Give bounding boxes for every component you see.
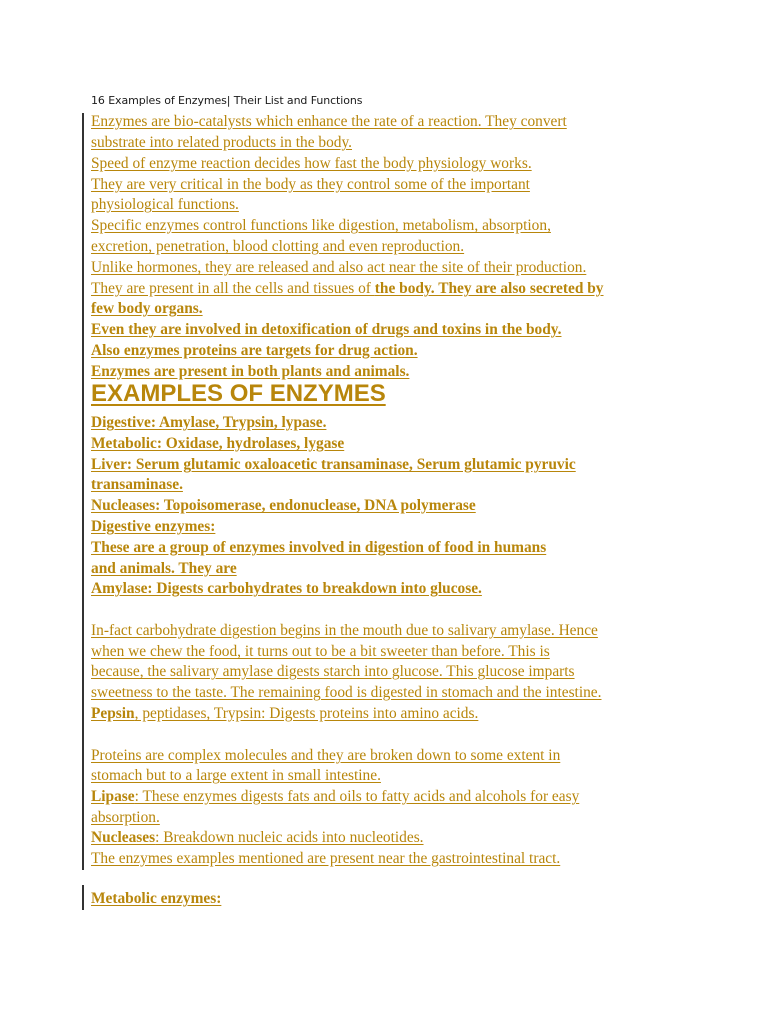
example-line[interactable] xyxy=(91,476,183,494)
nucleases-description: : Breakdown nucleic acids into nucleotides. xyxy=(155,829,424,846)
lipase-term: Lipase xyxy=(91,788,135,805)
tract-line[interactable]: The enzymes examples mentioned are present near the gastrointestinal tract. xyxy=(91,850,561,867)
examples-heading[interactable]: EXAMPLES OF ENZYMES xyxy=(91,380,386,407)
intro-line-bold: the body. They are also secreted by xyxy=(374,280,604,297)
example-text: Digestive enzymes: xyxy=(91,518,216,535)
intro-line[interactable]: Speed of enzyme reaction decides how fast the body physiology works. xyxy=(91,155,532,172)
intro-line-bold: Also enzymes proteins are targets for drug action. xyxy=(91,342,418,359)
protein-paragraph-line[interactable]: Proteins are complex molecules and they are broken down to some extent in xyxy=(91,747,561,764)
intro-line[interactable]: They are very critical in the body as they control some of the important xyxy=(91,176,530,193)
margin-change-bar xyxy=(82,113,84,870)
metabolic-enzymes-heading[interactable] xyxy=(91,890,221,908)
intro-line-bold: Even they are involved in detoxification of drugs and toxins in the body. xyxy=(91,321,562,338)
pepsin-description: , peptidases, Trypsin: Digests proteins into amino acids. xyxy=(134,705,479,722)
lipase-description: : These enzymes digests fats and oils to fatty acids and alcohols for easy xyxy=(134,788,580,805)
example-text: Liver: Serum glutamic oxaloacetic transaminase, Serum glutamic pyruvic xyxy=(91,456,576,473)
example-text: Digestive: Amylase, Trypsin, lypase. xyxy=(91,414,327,431)
intro-line[interactable] xyxy=(91,280,604,298)
example-text: These are a group of enzymes involved in digestion of food in humans xyxy=(91,539,547,556)
intro-line-bold: Enzymes are present in both plants and animals. xyxy=(91,363,410,380)
intro-line[interactable]: physiological functions. xyxy=(91,196,239,213)
document-title: 16 Examples of Enzymes| Their List and Functions xyxy=(91,94,363,107)
intro-line[interactable]: Enzymes are bio-catalysts which enhance the rate of a reaction. They convert xyxy=(91,113,567,130)
intro-line[interactable]: excretion, penetration, blood clotting and even reproduction. xyxy=(91,238,465,255)
example-line[interactable] xyxy=(91,497,476,515)
example-text: and animals. They are xyxy=(91,560,237,577)
margin-change-bar xyxy=(82,885,84,910)
nucleases-line[interactable] xyxy=(91,829,424,847)
example-text: Metabolic: Oxidase, hydrolases, lygase xyxy=(91,435,345,452)
pepsin-term: Pepsin xyxy=(91,705,135,722)
carb-paragraph-line[interactable]: sweetness to the taste. The remaining food is digested in stomach and the intestine. xyxy=(91,684,602,701)
example-text: Nucleases: Topoisomerase, endonuclease, DNA polymerase xyxy=(91,497,476,514)
example-line[interactable] xyxy=(91,414,326,432)
intro-line[interactable]: substrate into related products in the body. xyxy=(91,134,353,151)
metabolic-enzymes-text: Metabolic enzymes: xyxy=(91,890,222,907)
example-text: transaminase. xyxy=(91,476,183,493)
example-text: Amylase: Digests carbohydrates to breakdown into glucose. xyxy=(91,580,482,597)
protein-paragraph-line[interactable]: stomach but to a large extent in small intestine. xyxy=(91,767,381,784)
example-line[interactable] xyxy=(91,560,237,578)
carb-paragraph-line[interactable]: when we chew the food, it turns out to be a bit sweeter than before. This is xyxy=(91,643,550,660)
intro-line[interactable] xyxy=(91,342,418,360)
intro-line[interactable] xyxy=(91,300,203,318)
lipase-continuation[interactable]: absorption. xyxy=(91,809,160,826)
example-line[interactable] xyxy=(91,456,576,474)
example-line[interactable] xyxy=(91,539,546,557)
carb-paragraph-line[interactable]: because, the salivary amylase digests starch into glucose. This glucose imparts xyxy=(91,663,575,680)
intro-line[interactable] xyxy=(91,363,409,381)
pepsin-line[interactable] xyxy=(91,705,478,723)
example-line[interactable] xyxy=(91,518,215,536)
intro-line[interactable]: Unlike hormones, they are released and also act near the site of their production. xyxy=(91,259,587,276)
example-line[interactable] xyxy=(91,580,482,598)
nucleases-term: Nucleases xyxy=(91,829,156,846)
intro-line-bold: few body organs. xyxy=(91,300,203,317)
example-line[interactable] xyxy=(91,435,344,453)
carb-paragraph-line[interactable]: In-fact carbohydrate digestion begins in the mouth due to salivary amylase. Hence xyxy=(91,622,598,639)
intro-line[interactable]: Specific enzymes control functions like digestion, metabolism, absorption, xyxy=(91,217,551,234)
lipase-line[interactable] xyxy=(91,788,579,806)
intro-line[interactable] xyxy=(91,321,561,339)
intro-line-plain: They are present in all the cells and tissues of xyxy=(91,280,375,297)
